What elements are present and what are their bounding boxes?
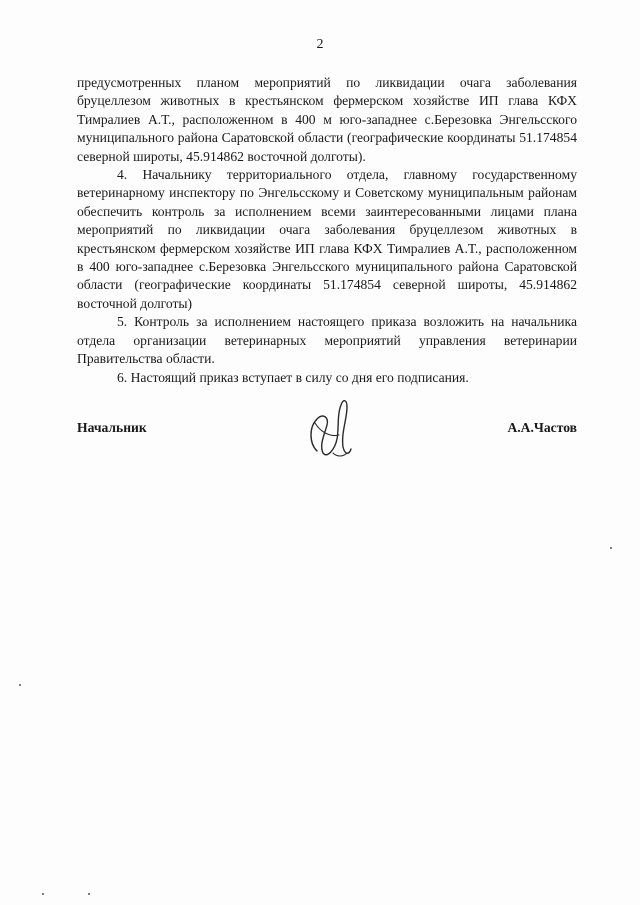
paragraph-item-6: 6. Настоящий приказ вступает в силу со дня его подписания. [117,369,469,385]
signatory-title: Начальник [77,420,147,435]
paragraph-continuation: предусмотренных планом мероприятий по ликвидации очага заболевания бруцеллезом животных в крестьянском фермерском хозяйстве ИП глава КФХ Тимралиев А.Т., расположенном в 400 м юго-западнее с.Березовка Энгельсского муниципального района Саратовской области (географические координаты 51.174854 северной широты, 45.914862 восточной долготы). [77,75,577,164]
scan-speck [610,547,612,549]
handwritten-signature [303,393,355,463]
document-body [77,74,577,387]
signatory-name: А.А.Частов [507,420,577,435]
scan-speck [42,893,44,895]
paragraph-item-4: 4. Начальнику территориального отдела, главному государственному ветеринарному инспектору по Энгельсскому и Советскому муниципальным районам обеспечить контроль за исполнением всеми заинтересованными лицами плана мероприятий по ликвидации очага заболевания бруцеллезом животных в крестьянском фермерском хозяйстве ИП глава КФХ Тимралиев А.Т., расположенном в 400 юго-западнее с.Березовка Энгельсского муниципального района Саратовской области (географические координаты 51.174854 северной широты, 45.914862 восточной долготы) [77,167,577,311]
scan-speck [88,893,90,895]
paragraph-item-5: 5. Контроль за исполнением настоящего приказа возложить на начальника отдела организации ветеринарных мероприятий управления ветеринарии Правительства области. [77,314,577,367]
scan-speck [19,684,21,686]
page-number: 2 [316,37,324,52]
